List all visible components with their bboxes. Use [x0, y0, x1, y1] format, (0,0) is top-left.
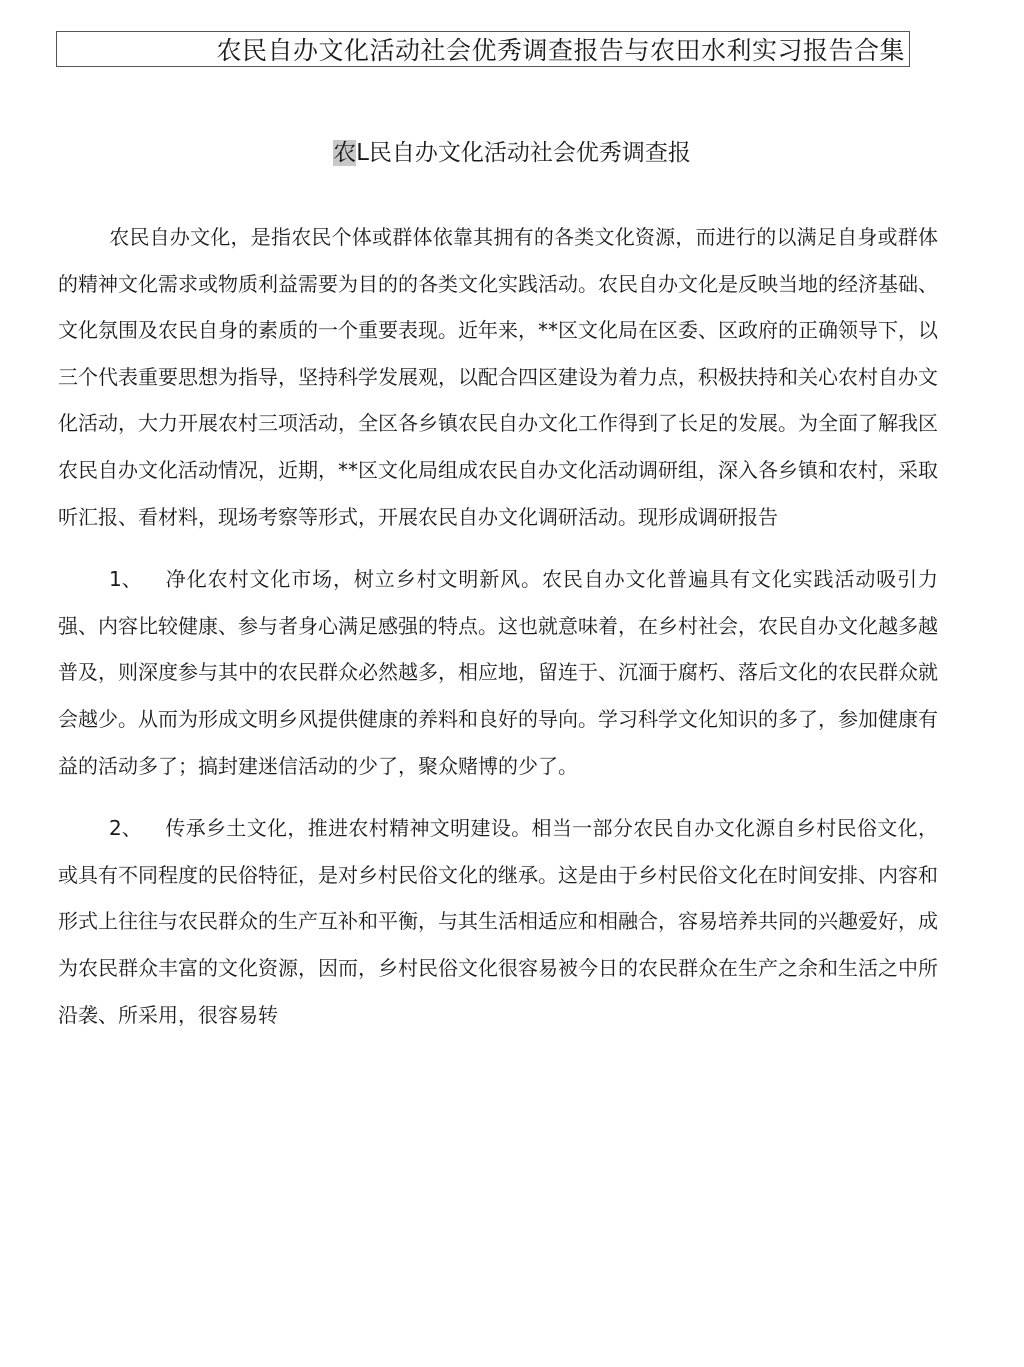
document-header [56, 31, 910, 67]
highlighted-character: 农 [333, 140, 357, 166]
document-header-title: 农民自办文化活动社会优秀调查报告与农田水利实习报告合集 [216, 36, 905, 65]
paragraph-item-2 [58, 805, 938, 1038]
item-2-number: 2、 [109, 816, 142, 841]
paragraph-item-1 [58, 556, 938, 789]
paragraph-intro [58, 214, 938, 540]
document-title-text: L民自办文化活动社会优秀调查报 [356, 140, 691, 166]
item-2-text: 传承乡土文化，推进农村精神文明建设。相当一部分农民自办文化源自乡村民俗文化，或具有不同程度的民俗特征，是对乡村民俗文化的继承。这是由于乡村民俗文化在时间安排、内容和形式上往往与农民群众的生产互补和平衡，与其生活相适应和相融合，容易培养共同的兴趣爱好，成为农民群众丰富的文化资源，因而，乡村民俗文化很容易被今日的农民群众在生产之余和生活之中所沿袭、所采用，很容易转 [58, 816, 938, 1027]
document-body [58, 214, 938, 1054]
document-title [0, 134, 1024, 167]
item-1-number: 1、 [109, 567, 142, 592]
item-1-text: 净化农村文化市场，树立乡村文明新风。农民自办文化普遍具有文化实践活动吸引力强、内容比较健康、参与者身心满足感强的特点。这也就意味着，在乡村社会，农民自办文化越多越普及，则深度参与其中的农民群众必然越多，相应地，留连于、沉湎于腐朽、落后文化的农民群众就会越少。从而为形成文明乡风提供健康的养料和良好的导向。学习科学文化知识的多了，参加健康有益的活动多了；搞封建迷信活动的少了，聚众赌博的少了。 [58, 567, 938, 778]
paragraph-intro-text: 农民自办文化，是指农民个体或群体依靠其拥有的各类文化资源，而进行的以满足自身或群体的精神文化需求或物质利益需要为目的的各类文化实践活动。农民自办文化是反映当地的经济基础、文化氛围及农民自身的素质的一个重要表现。近年来，**区文化局在区委、区政府的正确领导下，以三个代表重要思想为指导，坚持科学发展观，以配合四区建设为着力点，积极扶持和关心农村自办文化活动，大力开展农村三项活动，全区各乡镇农民自办文化工作得到了长足的发展。为全面了解我区农民自办文化活动情况，近期，**区文化局组成农民自办文化活动调研组，深入各乡镇和农村，采取听汇报、看材料，现场考察等形式，开展农民自办文化调研活动。现形成调研报告 [58, 225, 938, 529]
